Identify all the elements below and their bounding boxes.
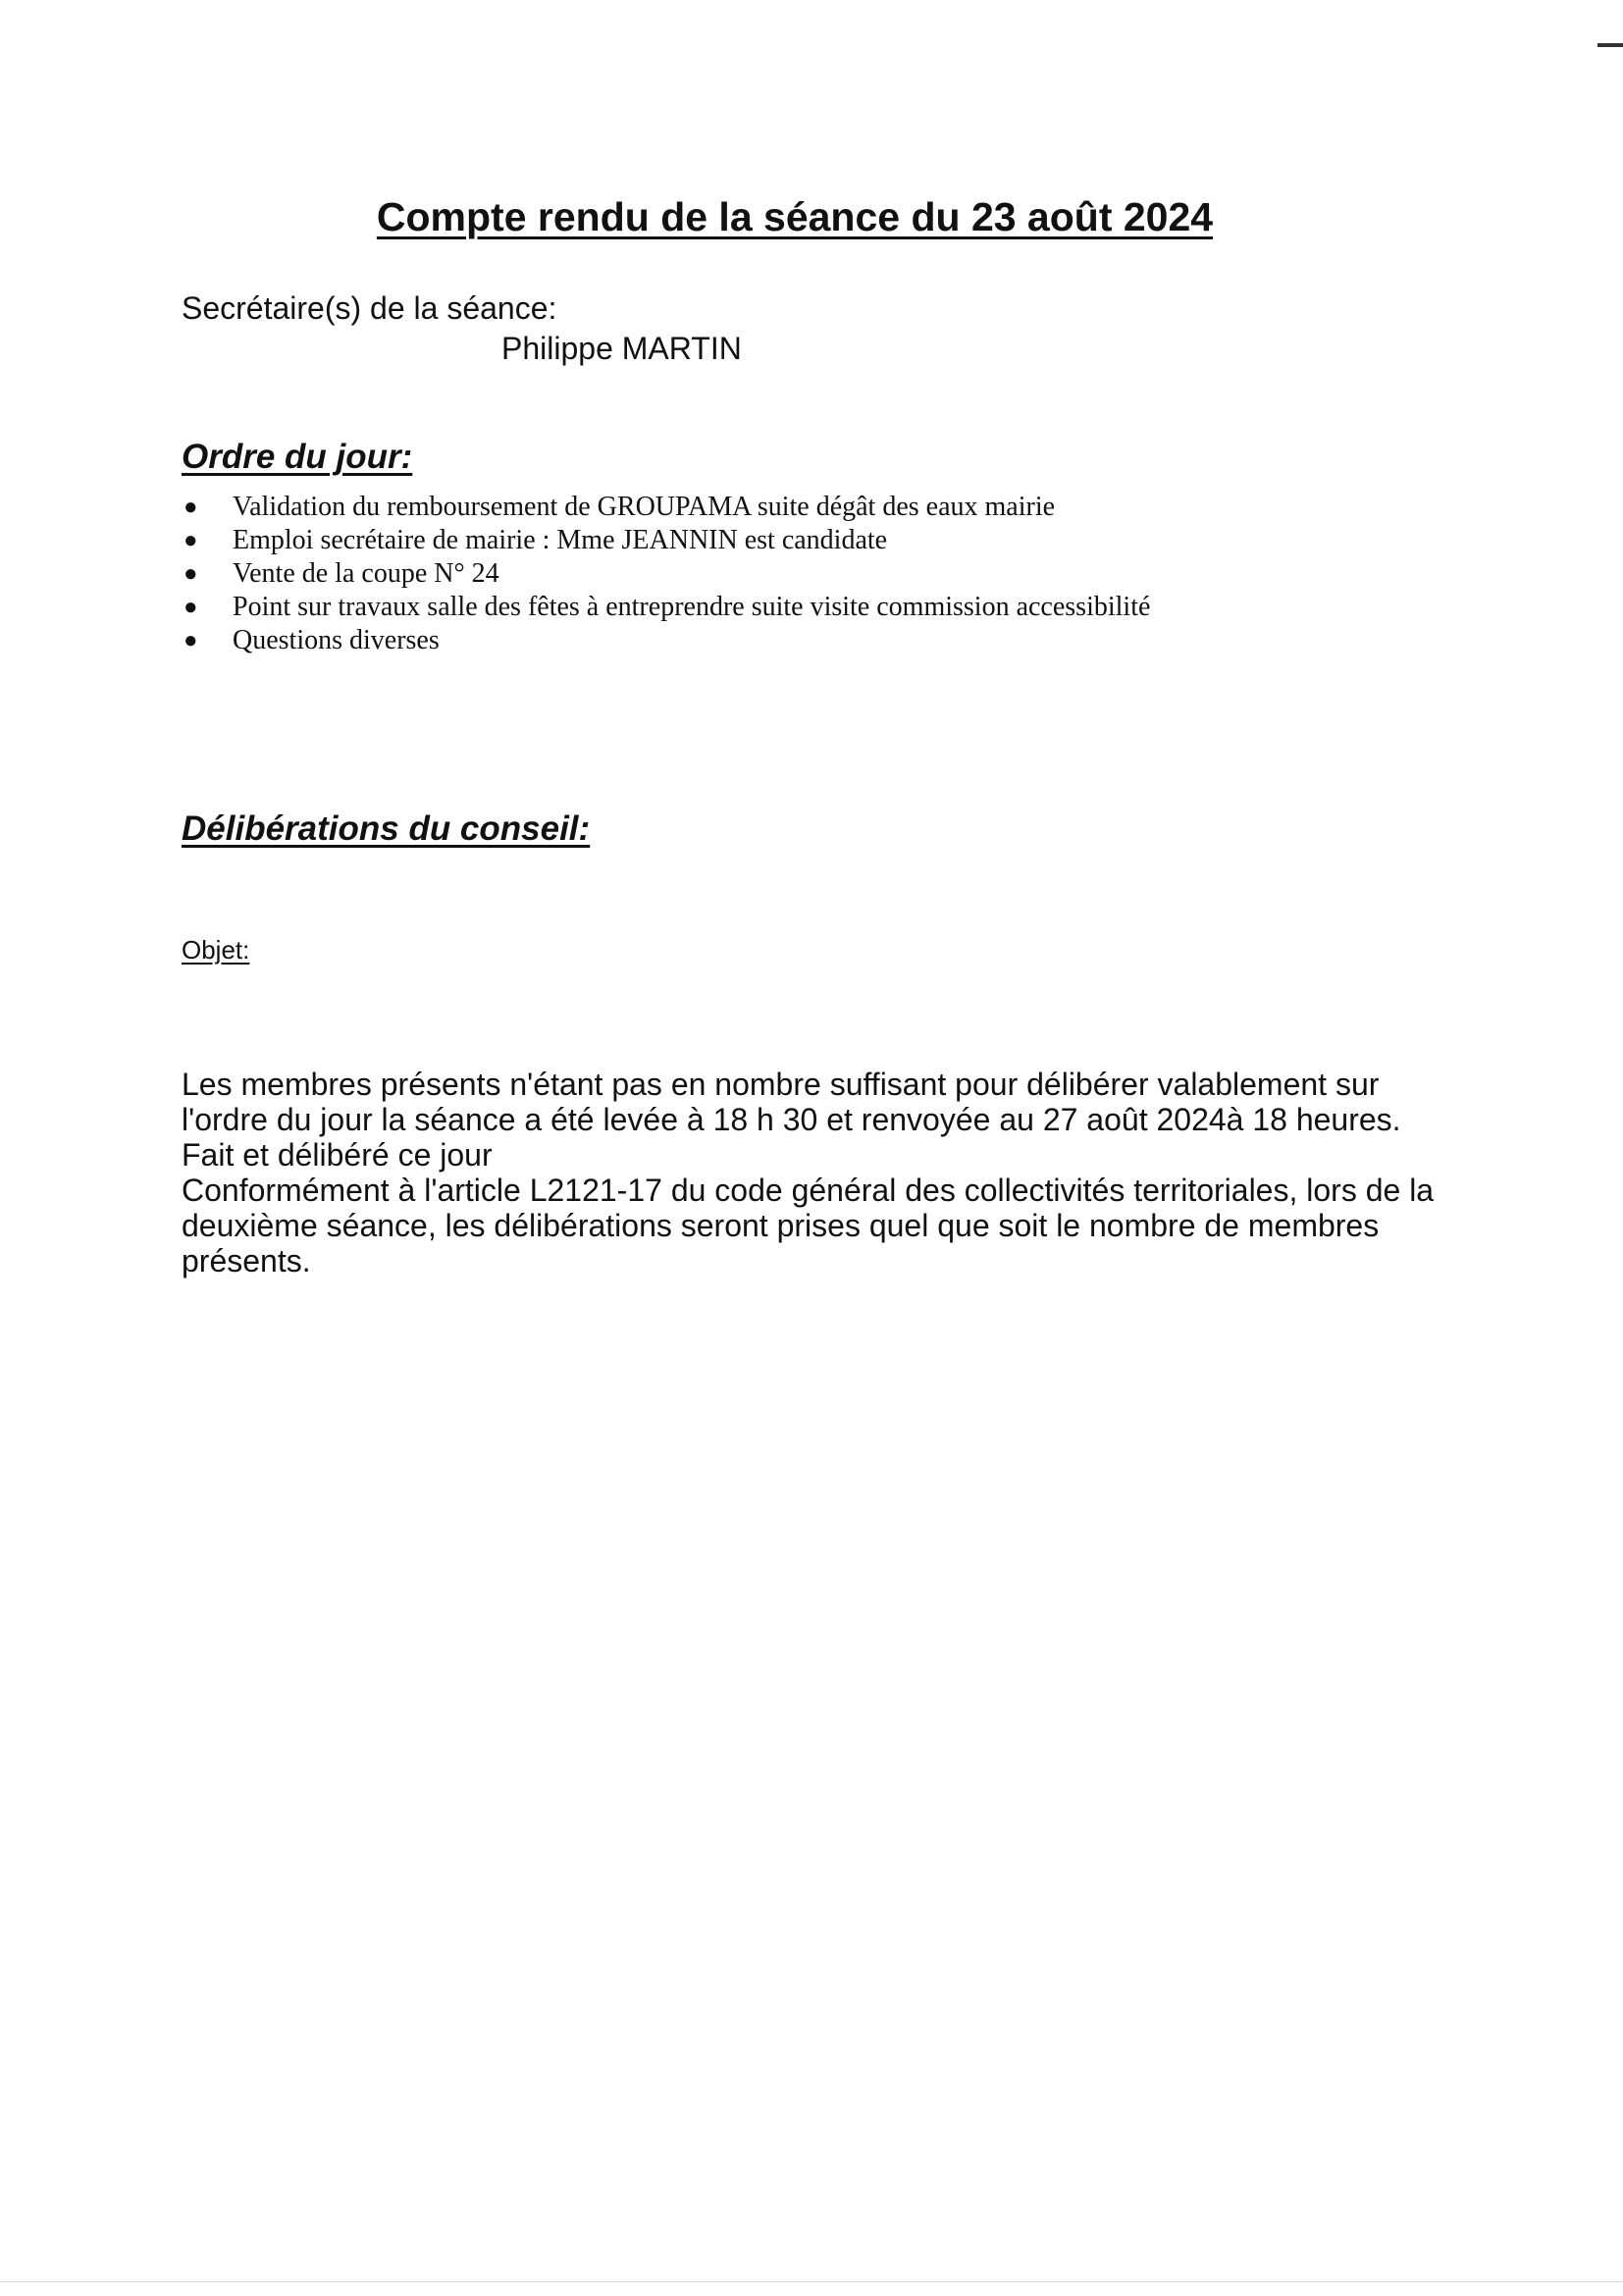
secretary-label: Secrétaire(s) de la séance:	[182, 290, 557, 326]
agenda-item	[182, 557, 1150, 591]
bullet-icon: ●	[183, 628, 198, 653]
agenda-item	[182, 624, 1150, 657]
agenda-item-text: Questions diverses	[233, 625, 440, 655]
document-title-text: Compte rendu de la séance du 23 août 2024	[376, 194, 1214, 239]
bullet-icon: ●	[183, 561, 198, 587]
agenda-item	[182, 491, 1150, 524]
body-paragraph: Conformément à l'article L2121-17 du code général des collectivités territoriales, lors de la deuxième séance, les délibérations seront prises quel que soit le nombre de membres présents.	[182, 1173, 1435, 1278]
agenda-item-text: Emploi secrétaire de mairie : Mme JEANNIN est candidate	[233, 525, 888, 555]
bullet-icon: ●	[183, 595, 198, 620]
agenda-item-text: Vente de la coupe N° 24	[233, 558, 499, 589]
agenda-item	[182, 591, 1150, 624]
deliberations-heading: Délibérations du conseil:	[182, 809, 591, 848]
scan-edge-line	[0, 2281, 1623, 2282]
body-paragraph: Fait et délibéré ce jour	[182, 1137, 493, 1173]
agenda-item-text: Validation du remboursement de GROUPAMA suite dégât des eaux mairie	[233, 492, 1056, 522]
secretary-name: Philippe MARTIN	[501, 331, 742, 366]
body-paragraph: Les membres présents n'étant pas en nombre suffisant pour délibérer valablement sur l'ordre du jour la séance a été levée à 18 h 30 et renvoyée au 27 août 2024à 18 heures.	[182, 1067, 1401, 1137]
objet-label: Objet:	[182, 935, 250, 965]
bullet-icon: ●	[183, 528, 198, 553]
scan-mark	[1597, 43, 1623, 47]
bullet-icon: ●	[183, 495, 198, 520]
agenda-item	[182, 524, 1150, 557]
agenda-list	[182, 491, 1150, 657]
deliberation-body	[182, 1067, 1447, 1278]
agenda-item-text: Point sur travaux salle des fêtes à entreprendre suite visite commission accessibilité	[233, 592, 1151, 622]
agenda-heading: Ordre du jour:	[182, 438, 413, 476]
document-title	[0, 194, 1623, 240]
